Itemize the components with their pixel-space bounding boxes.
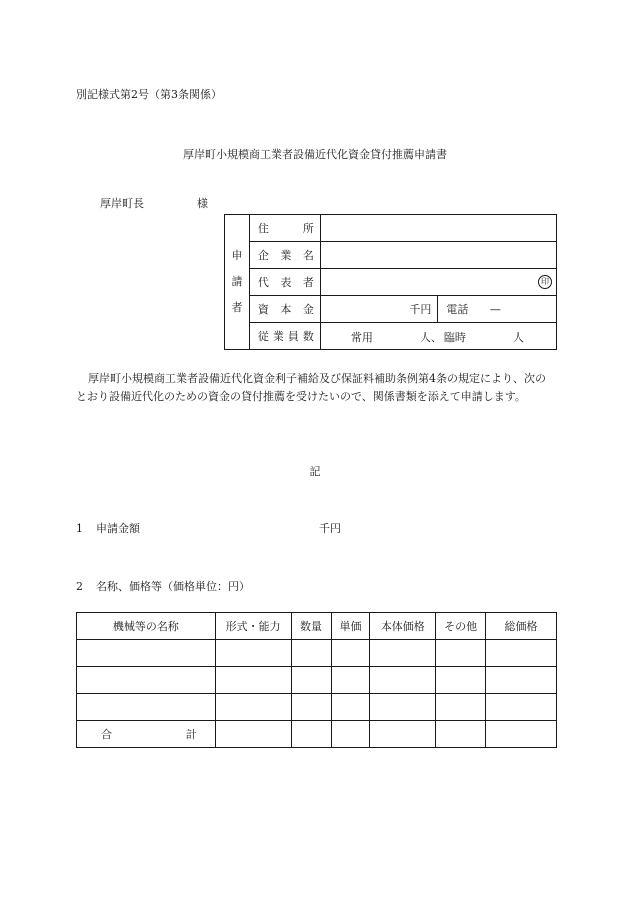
table-cell[interactable]: [331, 667, 370, 694]
applicant-side-label: 申 請 者: [225, 215, 250, 350]
representative-field[interactable]: [320, 269, 556, 296]
table-cell[interactable]: [436, 721, 486, 748]
table-row: [77, 667, 557, 694]
phone-field[interactable]: [438, 296, 557, 323]
table-cell[interactable]: [291, 667, 331, 694]
table-cell[interactable]: [370, 721, 436, 748]
regular-unit: 人、: [419, 331, 442, 344]
form-number: 別記様式第2号（第3条関係）: [76, 88, 222, 101]
table-cell[interactable]: [215, 667, 291, 694]
phone-label: 電話: [446, 303, 469, 316]
total-label: 合 計: [77, 721, 216, 748]
table-cell[interactable]: [486, 694, 557, 721]
phone-dash: —: [489, 303, 501, 316]
header-machine-name: 機械等の名称: [77, 613, 216, 640]
table-cell[interactable]: [370, 694, 436, 721]
employees-field[interactable]: [320, 323, 556, 350]
header-unit-price: 単価: [331, 613, 370, 640]
table-cell[interactable]: [436, 640, 486, 667]
table-cell[interactable]: [486, 640, 557, 667]
header-total-price: 総価格: [486, 613, 557, 640]
table-cell[interactable]: [436, 694, 486, 721]
table-cell[interactable]: [77, 694, 216, 721]
table-cell[interactable]: [215, 640, 291, 667]
section2-number: 2: [76, 580, 83, 593]
table-cell[interactable]: [370, 667, 436, 694]
body-paragraph: 厚岸町小規模商工業者設備近代化資金利子補給及び保証料補助条例第4条の規定により、次のとおり設備近代化のための資金の貸付推薦を受けたいので、関係書類を添えて申請します。: [76, 372, 546, 403]
total-row: [77, 721, 557, 748]
capital-field[interactable]: [320, 296, 438, 323]
header-base-price: 本体価格: [370, 613, 436, 640]
table-cell[interactable]: [436, 667, 486, 694]
address-field[interactable]: [320, 215, 556, 242]
table-cell[interactable]: [215, 694, 291, 721]
temp-unit: 人: [512, 331, 524, 344]
label-representative: 代 表 者: [249, 269, 320, 296]
ki-heading: 記: [309, 465, 321, 478]
table-row: [77, 694, 557, 721]
table-cell[interactable]: [291, 694, 331, 721]
equipment-table: [76, 612, 557, 748]
table-cell[interactable]: [370, 640, 436, 667]
applicant-table: [224, 214, 557, 350]
section1-label: 申請金額: [96, 522, 140, 535]
equipment-header-row: [77, 613, 557, 640]
label-address: 住 所: [249, 215, 320, 242]
header-other: その他: [436, 613, 486, 640]
section2-label: 名称、価格等（価格単位：円）: [96, 580, 250, 593]
header-quantity: 数量: [291, 613, 331, 640]
addressee-honorific: 様: [197, 197, 208, 210]
label-company-name: 企 業 名: [249, 242, 320, 269]
table-cell[interactable]: [215, 721, 291, 748]
regular-label: 常用: [350, 331, 373, 344]
company-name-field[interactable]: [320, 242, 556, 269]
table-cell[interactable]: [486, 667, 557, 694]
capital-unit: 千円: [409, 303, 432, 316]
table-cell[interactable]: [331, 721, 370, 748]
table-cell[interactable]: [331, 640, 370, 667]
section1-number: 1: [76, 522, 83, 535]
temp-label: 臨時: [443, 331, 466, 344]
section1-unit: 千円: [319, 522, 341, 535]
table-cell[interactable]: [291, 721, 331, 748]
document-title: 厚岸町小規模商工業者設備近代化資金貸付推薦申請書: [183, 148, 447, 161]
seal-mark: 印: [538, 275, 552, 289]
table-cell[interactable]: [486, 721, 557, 748]
header-type-capacity: 形式・能力: [215, 613, 291, 640]
table-cell[interactable]: [291, 640, 331, 667]
label-capital: 資 本 金: [249, 296, 320, 323]
table-cell[interactable]: [331, 694, 370, 721]
label-employees: 従 業 員 数: [249, 323, 320, 350]
table-row: [77, 640, 557, 667]
table-cell[interactable]: [77, 667, 216, 694]
table-cell[interactable]: [77, 640, 216, 667]
addressee-name: 厚岸町長: [100, 197, 144, 210]
